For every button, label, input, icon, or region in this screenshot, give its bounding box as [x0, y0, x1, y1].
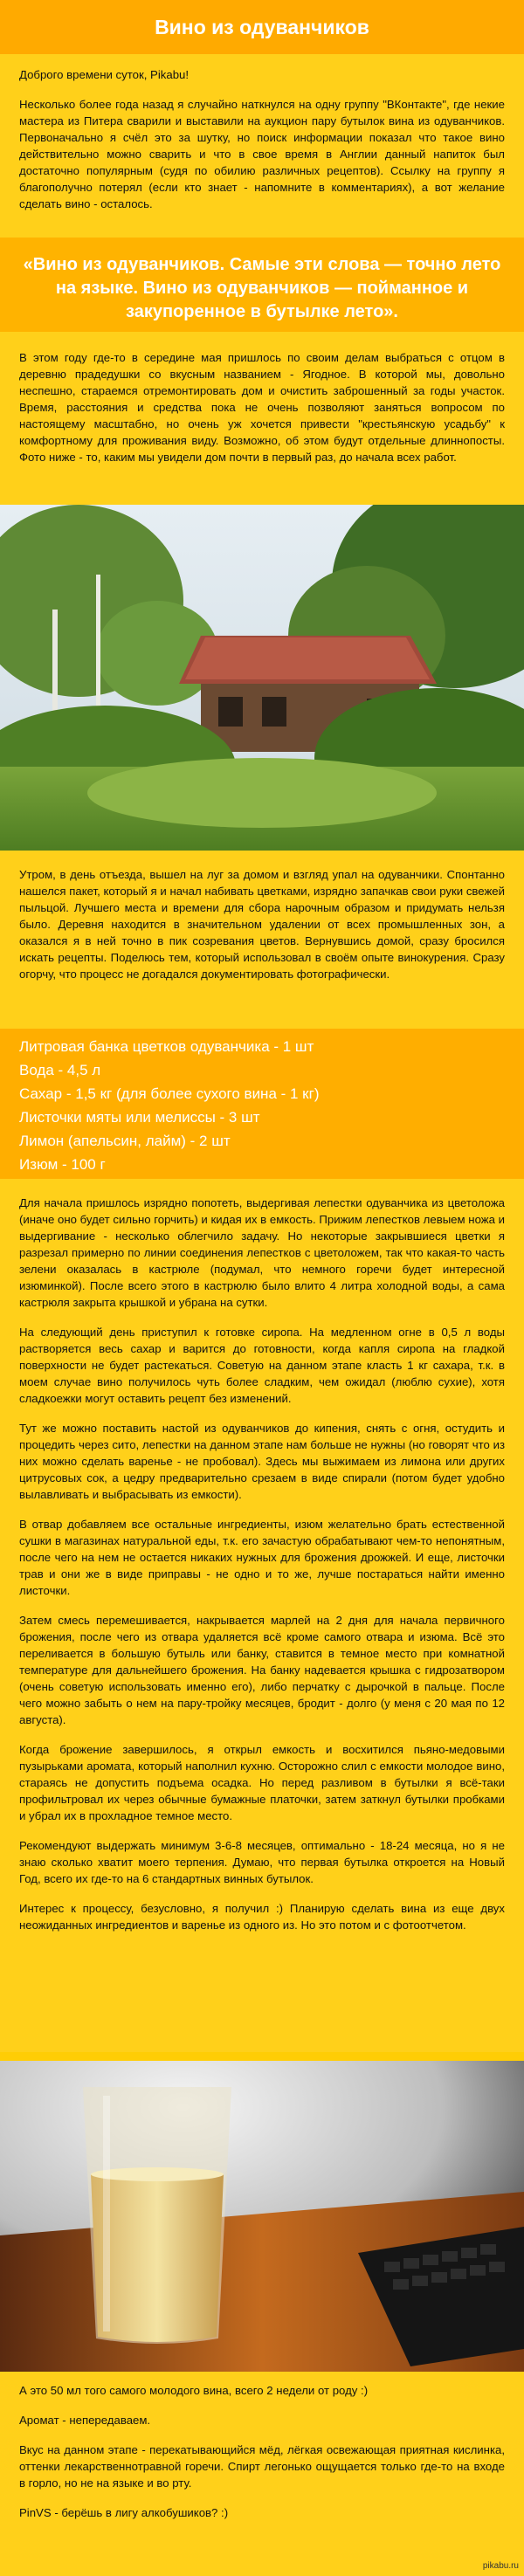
ingredient-item: Изюм - 100 г — [19, 1156, 106, 1173]
step-paragraph: Рекомендуют выдержать минимум 3-6-8 месяцев, оптимально - 18-24 месяца, но я не знаю сколько хватит моего терпения. Думаю, что первая бутылка откроется на Новый Год, всего их где-то на 6 стандартных винных бутылок. — [19, 1839, 505, 1885]
ingredients-list — [0, 1029, 524, 1179]
ingredient-item: Литровая банка цветков одуванчика - 1 шт — [19, 1038, 314, 1055]
section-dandelions — [0, 851, 524, 1029]
photo-icon — [0, 2061, 524, 2372]
photo-icon — [0, 505, 524, 851]
ingredient-item: Вода - 4,5 л — [19, 1062, 101, 1078]
ingredient-item: Сахар - 1,5 кг (для более сухого вина - 1 кг) — [19, 1085, 320, 1102]
outro-paragraph: PinVS - берёшь в лигу алкобушиков? :) — [19, 2506, 229, 2519]
step-paragraph: Интерес к процессу, безусловно, я получил :) Планирую сделать вина из еще двух неожиданных ингредиентов и варенье из одного из. Но это потом и с фотоотчетом. — [19, 1902, 505, 1932]
intro-paragraph: Несколько более года назад я случайно наткнулся на одну группу "ВКонтакте", где некие мастера из Питера сварили и выставили на аукцион пару бутылок вина из одуванчиков. Первоначально я счёл это за шутку, но поиск информации показал что такое вино действительно можно сварить и что в свое время в Англии данный напиток был достаточно популярным (судя по обилию различных рецептов). Ссылку на группу я благополучно потерял (если кто знает - напомните в комментариях), а вот желание сделать вино - осталось. — [19, 98, 505, 210]
outro-section — [0, 2372, 524, 2576]
outro-paragraph: Вкус на данном этапе - перекатывающийся мёд, лёгкая освежающая приятная кислинка, оттенки лекарственнотравной горечи. Спирт легонько ощущается только где-то на входе в горло, но не на языке и во рту. — [19, 2443, 505, 2490]
outro-paragraph: Аромат - непередаваем. — [19, 2414, 151, 2427]
recipe-steps — [0, 1179, 524, 2052]
wine-glass-photo — [0, 2061, 524, 2372]
step-paragraph: Тут же можно поставить настой из одуванчиков до кипения, снять с огня, остудить и процедить через сито, лепестки на данном этапе нам больше не нужны (но говорят что из них можно сделать варенье - не пробовал). Здесь мы выжимаем из лимона или других цитрусовых сок, а цедру предварительно срезаем в виде спирали (потом будет удобно вылавливать и выбрасывать из емкости). — [19, 1422, 505, 1501]
intro-section — [0, 54, 524, 238]
page-title: Вино из одуванчиков — [0, 0, 524, 54]
step-paragraph: На следующий день приступил к готовке сиропа. На медленном огне в 0,5 л воды растворяется весь сахар и варится до готовности, когда капля сиропа на гладкой поверхности не будет растекаться. Советую на данном этапе класть 1 кг сахара, т.к. в моем случае вино получилось чуть более сладким, чем ожидал (люблю сухие), хотя сладкоежки могут оставить рецепт без изменений. — [19, 1326, 505, 1405]
outro-paragraph: А это 50 мл того самого молодого вина, всего 2 недели от роду :) — [19, 2384, 369, 2397]
step-paragraph: Когда брожение завершилось, я открыл емкость и восхитился пьяно-медовыми пузырьками аромата, который наполнил кухню. Осторожно слил с емкости молодое вино, стараясь не допустить подъема осадка. Но перед разливом в бутылки я всё-таки профильтровал их через обычные бумажные платочки, затем заткнул бутылки пробками и убрал их в прохладное темное место. — [19, 1743, 505, 1822]
step-paragraph: Для начала пришлось изрядно попотеть, выдергивая лепестки одуванчика из цветоложа (иначе оно будет сильно горчить) и кидая их в емкость. Прижим лепестков левыем ножа и выдергивание - несколько облегчило задачу. Но некоторые закрывшиеся цветки я разрезал примерно по линии соединения лепестков с цветоложем, так что какая-то часть зелени оказалась в кастрюле (подумал, что немного горечи будет интересной изюминкой). После всего этого в кастрюлю было влито 4 литра холодной воды, а сама кастрюля закрыта крышкой и убрана на сутки. — [19, 1196, 505, 1309]
quote-block: «Вино из одуванчиков. Самые эти слова — точно лето на языке. Вино из одуванчиков — пойманное и закупоренное в бутылке лето». — [0, 238, 524, 332]
village-paragraph: В этом году где-то в середине мая пришлось по своим делам выбраться с отцом в деревню прадедушки со вкусным названием - Ягодное. В которой мы, довольно неспешно, стараемся отремонтировать дом и очистить заброшенный за годы участок. Время, расстояния и средства пока не очень позволяют заняться вопросом по настоящему масштабно, но очень уж хочется привести "крестьянскую усадьбу" к комфортному для проживания виду. Возможно, об этом будут отдельные длиннопосты. Фото ниже - то, каким мы увидели дом почти в первый раз, до начала всех работ. — [19, 351, 505, 464]
greeting: Доброго времени суток, Pikabu! — [19, 68, 190, 81]
step-paragraph: Затем смесь перемешивается, накрывается марлей на 2 дня для начала первичного брожения, после чего из отвара удаляется всё кроме самого отвара и изюма. Всё это переливается в большую бутыль или банку, ставится в темное место при комнатной температуре для дальнейшего брожения. На банку надевается крышка с гидрозатвором (очень советую использовать именно его), либо перчатку с дырочкой в пальце. После чего можно забыть о нем на пару-тройку месяцев, бродит - долго (у меня с 20 мая по 12 августа). — [19, 1614, 505, 1726]
section-village — [0, 332, 524, 505]
village-house-photo — [0, 505, 524, 851]
ingredient-item: Листочки мяты или мелиссы - 3 шт — [19, 1109, 260, 1126]
ingredient-item: Лимон (апельсин, лайм) - 2 шт — [19, 1133, 231, 1149]
dandelions-paragraph: Утром, в день отъезда, вышел на луг за домом и взгляд упал на одуванчики. Спонтанно нашелся пакет, который я и начал набивать цветками, изрядно запачкав свои руки свежей пыльцой. Лучшего места и времени для сбора нарочным образом и придумать нельзя было. Деревня находится в значительном удалении от всех промышленных зон, а оказался я в ней точно в пик созревания цветов. Вернувшись домой, сразу бросился искать рецепты. Поделюсь тем, который использовал в своём опыте винокурения. Сразу огорчу, что процесс не догадался документировать фотографически. — [19, 868, 505, 981]
watermark: pikabu.ru — [482, 2561, 519, 2571]
step-paragraph: В отвар добавляем все остальные ингредиенты, изюм желательно брать естественной сушки в магазинах натуральной еды, т.к. его зачастую обрабатывают чем-то непонятным, после чего на нем не остается никаких нужных для брожения дрожжей. И еще, листочки трав и они же в виде приправы - не одно и то же, лучше постараться найти именно листочки. — [19, 1518, 505, 1597]
